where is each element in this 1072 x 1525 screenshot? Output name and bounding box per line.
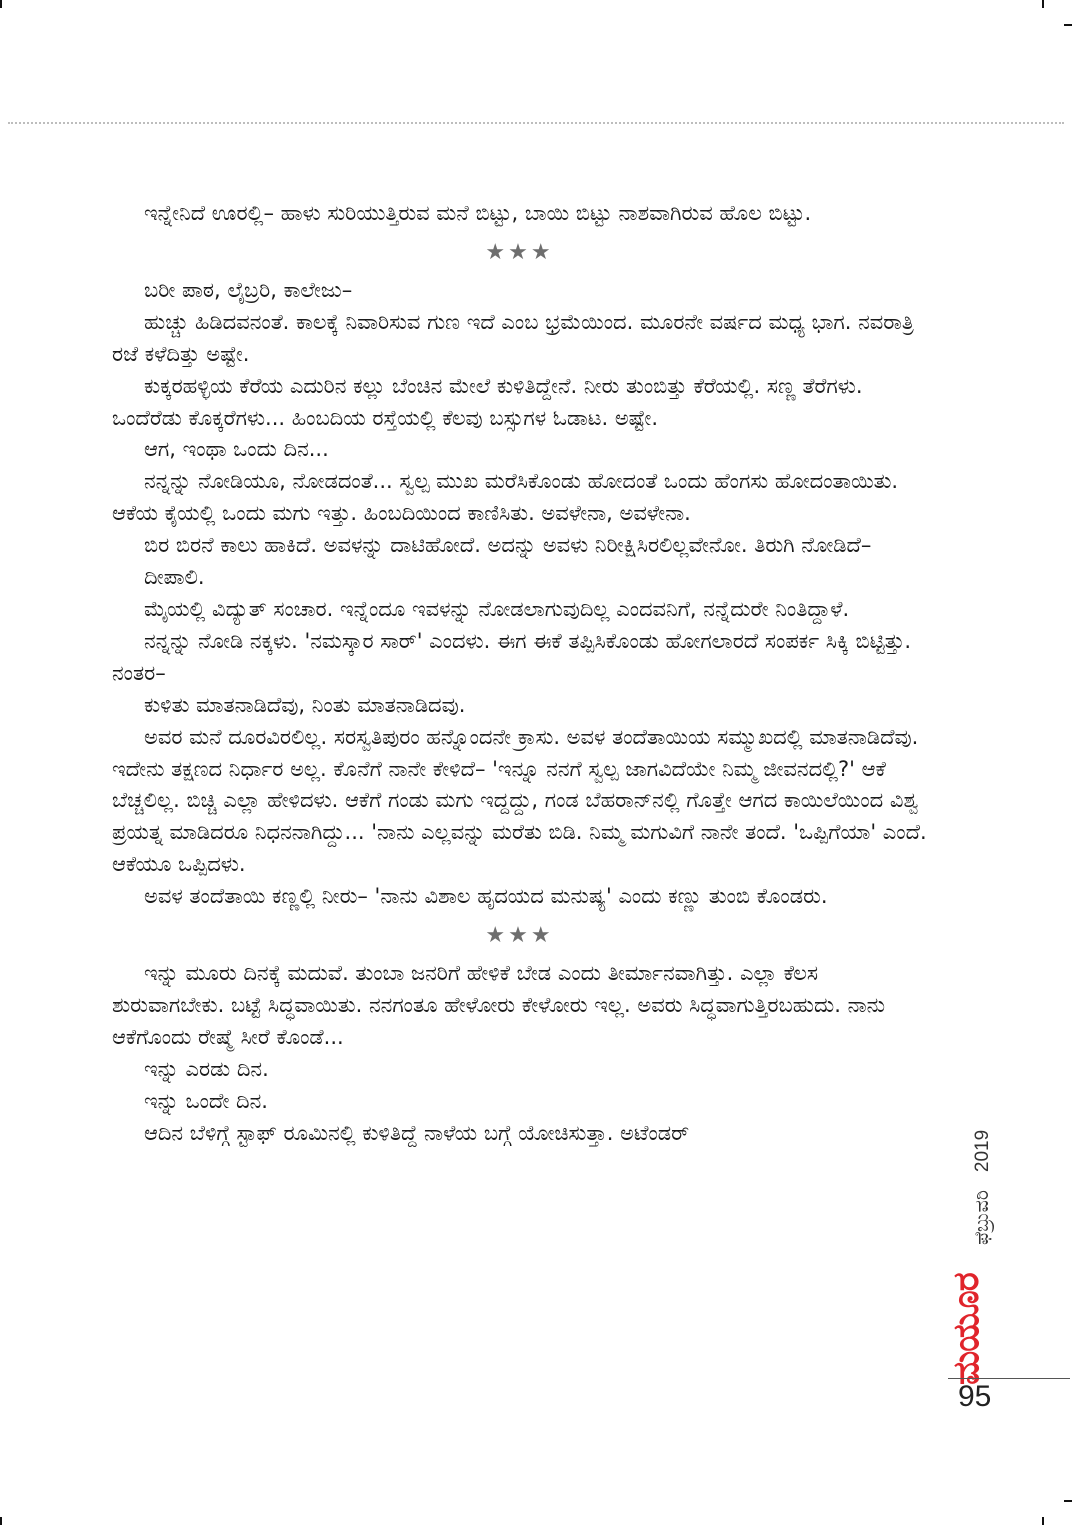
section-separator-1: ★★★ bbox=[485, 239, 554, 265]
crop-mark-bottom-right bbox=[1042, 1517, 1044, 1525]
story-paragraph: ಇನ್ನು ಎರಡು ದಿನ. bbox=[144, 1056, 269, 1081]
story-paragraph: ಬರೀ ಪಾಠ, ಲೈಬ್ರರಿ, ಕಾಲೇಜು– bbox=[144, 277, 353, 302]
story-paragraph: ಆಗ, ಇಂಥಾ ಒಂದು ದಿನ... bbox=[144, 437, 329, 462]
story-middle-block bbox=[112, 275, 927, 913]
story-opening-block bbox=[112, 198, 927, 230]
story-paragraph: ಇನ್ನು ಒಂದೇ ದಿನ. bbox=[144, 1088, 268, 1113]
story-paragraph: ಇನ್ನು ಮೂರು ದಿನಕ್ಕೆ ಮದುವೆ. ತುಂಬಾ ಜನರಿಗೆ ಹೇಳಿಕೆ ಬೇಡ ಎಂದು ತೀರ್ಮಾನವಾಗಿತ್ತು. ಎಲ್ಲಾ ಕೆಲಸ ಶುರುವಾಗಬೇಕು. ಬಟ್ಟೆ ಸಿದ್ಧವಾಯಿತು. ನನಗಂತೂ ಹೇಳೋರು ಕೇಳೋರು ಇಲ್ಲ. ಅವರು ಸಿದ್ಧವಾಗುತ್ತಿರಬಹುದು. ನಾನು ಆಕೆಗೊಂದು ರೇಷ್ಮೆ ಸೀರೆ ಕೊಂಡೆ... bbox=[112, 961, 886, 1049]
story-paragraph: ನನ್ನನ್ನು ನೋಡಿ ನಕ್ಕಳು. 'ನಮಸ್ಕಾರ ಸಾರ್' ಎಂದಳು. ಈಗ ಈಕೆ ತಪ್ಪಿಸಿಕೊಂಡು ಹೋಗಲಾರದೆ ಸಂಪರ್ಕ ಸಿಕ್ಕಿ ಬಿಟ್ಟಿತ್ತು. ನಂತರ– bbox=[112, 628, 912, 685]
crop-mark-top-right bbox=[1042, 0, 1044, 8]
story-paragraph: ಅವಳ ತಂದೆತಾಯಿ ಕಣ್ಣಲ್ಲಿ ನೀರು– 'ನಾನು ವಿಶಾಲ ಹೃದಯದ ಮನುಷ್ಯ' ಎಂದು ಕಣ್ಣು ತುಂಬಿ ಕೊಂಡರು. bbox=[144, 884, 828, 909]
story-paragraph: ಮೈಯಲ್ಲಿ ವಿದ್ಯುತ್ ಸಂಚಾರ. ಇನ್ನೆಂದೂ ಇವಳನ್ನು ನೋಡಲಾಗುವುದಿಲ್ಲ ಎಂದವನಿಗೆ, ನನ್ನೆದುರೇ ನಿಂತಿದ್ದಾಳೆ. bbox=[144, 596, 850, 621]
issue-date bbox=[972, 1055, 994, 1245]
issue-year: 2019 bbox=[972, 1129, 993, 1173]
section-separator-2: ★★★ bbox=[485, 923, 554, 949]
story-closing-block bbox=[112, 958, 927, 1149]
story-paragraph: ಕುಳಿತು ಮಾತನಾಡಿದೆವು, ನಿಂತು ಮಾತನಾಡಿದವು. bbox=[144, 692, 466, 717]
story-paragraph: ಹುಚ್ಚು ಹಿಡಿದವನಂತೆ. ಕಾಲಕ್ಕೆ ನಿವಾರಿಸುವ ಗುಣ ಇದೆ ಎಂಬ ಭ್ರಮೆಯಿಂದ. ಮೂರನೇ ವರ್ಷದ ಮಧ್ಯ ಭಾಗ. ನವರಾತ್ರಿ ರಜೆ ಕಳೆದಿತ್ತು ಅಷ್ಟೇ. bbox=[112, 309, 914, 366]
story-paragraph: ಆದಿನ ಬೆಳಿಗ್ಗೆ ಸ್ಟಾಫ್ ರೂಮಿನಲ್ಲಿ ಕುಳಿತಿದ್ದೆ ನಾಳೆಯ ಬಗ್ಗೆ ಯೋಚಿಸುತ್ತಾ. ಅಟೆಂಡರ್ bbox=[144, 1120, 690, 1145]
page-number: 95 bbox=[958, 1380, 992, 1413]
crop-mark-top-left bbox=[0, 0, 2, 8]
story-paragraph: ಕುಕ್ಕರಹಳ್ಳಿಯ ಕೆರೆಯ ಎದುರಿನ ಕಲ್ಲು ಬೆಂಚಿನ ಮೇಲೆ ಕುಳಿತಿದ್ದೇನೆ. ನೀರು ತುಂಬಿತ್ತು ಕೆರೆಯಲ್ಲಿ. ಸಣ್ಣ ತೆರೆಗಳು. ಒಂದೆರೆಡು ಕೊಕ್ಕರೆಗಳು... ಹಿಂಬದಿಯ ರಸ್ತೆಯಲ್ಲಿ ಕೆಲವು ಬಸ್ಸುಗಳ ಓಡಾಟ. ಅಷ್ಟೇ. bbox=[112, 373, 863, 430]
magazine-logo: ಮಯೂರ bbox=[946, 1273, 987, 1385]
story-paragraph: ಅವರ ಮನೆ ದೂರವಿರಲಿಲ್ಲ. ಸರಸ್ವತಿಪುರಂ ಹನ್ನೊಂದನೇ ಕ್ರಾಸು. ಅವಳ ತಂದೆತಾಯಿಯ ಸಮ್ಮುಖದಲ್ಲಿ ಮಾತನಾಡಿದೆವು. ಇದೇನು ತಕ್ಷಣದ ನಿರ್ಧಾರ ಅಲ್ಲ. ಕೊನೆಗೆ ನಾನೇ ಕೇಳಿದೆ– 'ಇನ್ನೂ ನನಗೆ ಸ್ವಲ್ಪ ಜಾಗವಿದೆಯೇ ನಿಮ್ಮ ಜೀವನದಲ್ಲಿ?' ಆಕೆ ಬೆಚ್ಚಲಿಲ್ಲ. ಬಿಚ್ಚಿ ಎಲ್ಲಾ ಹೇಳಿದಳು. ಆಕೆಗೆ ಗಂಡು ಮಗು ಇದ್ದದ್ದು, ಗಂಡ ಬೆಹರಾನ್‌ನಲ್ಲಿ ಗೊತ್ತೇ ಆಗದ ಕಾಯಿಲೆಯಿಂದ ವಿಶ್ವ ಪ್ರಯತ್ನ ಮಾಡಿದರೂ ನಿಧನನಾಗಿದ್ದು... 'ನಾನು ಎಲ್ಲವನ್ನು ಮರೆತು ಬಿಡಿ. ನಿಮ್ಮ ಮಗುವಿಗೆ ನಾನೇ ತಂದೆ. 'ಒಪ್ಪಿಗೆಯಾ' ಎಂದೆ. ಆಕೆಯೂ ಒಪ್ಪಿದಳು. bbox=[112, 724, 927, 877]
header-dotted-rule bbox=[8, 122, 1064, 124]
story-text-column bbox=[112, 198, 927, 1149]
story-paragraph: ಬಿರ ಬಿರನೆ ಕಾಲು ಹಾಕಿದೆ. ಅವಳನ್ನು ದಾಟಿಹೋದೆ. ಅದನ್ನು ಅವಳು ನಿರೀಕ್ಷಿಸಿರಲಿಲ್ಲವೇನೋ. ತಿರುಗಿ ನೋಡಿದೆ– bbox=[144, 533, 872, 558]
story-paragraph: ದೀಪಾಲಿ. bbox=[144, 565, 205, 590]
crop-mark-right-bottom bbox=[1064, 1500, 1072, 1502]
crop-mark-bottom-left bbox=[0, 1517, 2, 1525]
crop-mark-right-top bbox=[1064, 24, 1072, 26]
story-paragraph: ನನ್ನನ್ನು ನೋಡಿಯೂ, ನೋಡದಂತೆ... ಸ್ವಲ್ಪ ಮುಖ ಮರೆಸಿಕೊಂಡು ಹೋದಂತೆ ಒಂದು ಹೆಂಗಸು ಹೋದಂತಾಯಿತು. ಆಕೆಯ ಕೈಯಲ್ಲಿ ಒಂದು ಮಗು ಇತ್ತು. ಹಿಂಬದಿಯಿಂದ ಕಾಣಿಸಿತು. ಅವಳೇನಾ, ಅವಳೇನಾ. bbox=[112, 469, 899, 526]
page-number-rule bbox=[948, 1378, 1070, 1379]
issue-month: ಫೆಬ್ರುವರಿ bbox=[972, 1190, 993, 1245]
story-paragraph: ಇನ್ನೇನಿದೆ ಊರಲ್ಲಿ– ಹಾಳು ಸುರಿಯುತ್ತಿರುವ ಮನೆ ಬಿಟ್ಟು, ಬಾಯಿ ಬಿಟ್ಟು ನಾಶವಾಗಿರುವ ಹೊಲ ಬಿಟ್ಟು. bbox=[144, 201, 812, 225]
